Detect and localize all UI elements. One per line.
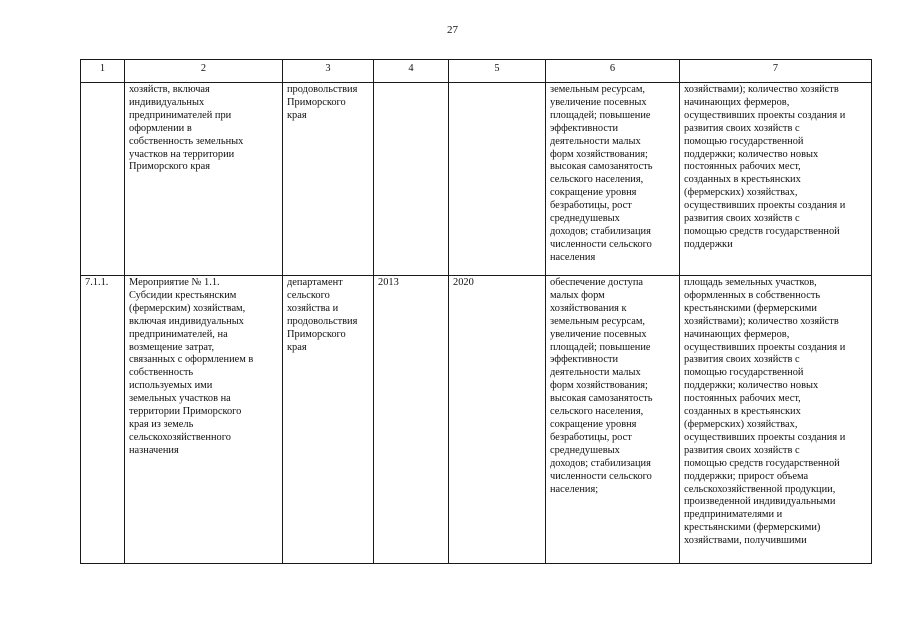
column-header: 5: [449, 60, 546, 83]
cell-indicators: хозяйствами); количество хозяйств начинающих фермеров, осуществивших проекты создания и развития своих хозяйств с помощью государственной поддержки; количество новых постоянных рабочих мест, созданных в крестьянских (фермерских) хозяйствах, осуществивших проекты создания и развития своих хозяйств с помощью средств государственной поддержки: [680, 83, 872, 276]
cell-end-year: [449, 83, 546, 276]
header-row: [81, 60, 872, 83]
cell-indicators: площадь земельных участков, оформленных в собственность крестьянскими (фермерскими хозяйствами); количество хозяйств начинающих фермеров, осуществивших проекты создания и развития своих хозяйств с помощью государственной поддержки; количество новых постоянных рабочих мест, созданных в крестьянских (фермерских) хозяйствах, осуществивших проекты создания и развития своих хозяйств с помощью средств государственной поддержки; прирост объема сельскохозяйственной продукции, произведенной индивидуальными предпринимателями и крестьянскими (фермерскими) хозяйствами, получившими: [680, 276, 872, 564]
cell-number: 7.1.1.: [81, 276, 125, 564]
column-header: 7: [680, 60, 872, 83]
column-header: 3: [283, 60, 374, 83]
cell-expected-result: земельным ресурсам, увеличение посевных площадей; повышение эффективности деятельности малых форм хозяйствования; высокая самозанятость сельского населения, сокращение уровня безработицы, рост среднедушевых доходов; стабилизация численности сельского населения: [546, 83, 680, 276]
column-header: 1: [81, 60, 125, 83]
cell-activity: Мероприятие № 1.1. Субсидии крестьянским (фермерским) хозяйствам, включая индивидуальных предпринимателей, на возмещение затрат, связанных с оформлением в собственность используемых ими земельных участков на территории Приморского края из земель сельскохозяйственного назначения: [125, 276, 283, 564]
program-table: [80, 59, 872, 564]
column-header: 2: [125, 60, 283, 83]
cell-executor: продовольствия Приморского края: [283, 83, 374, 276]
cell-activity: хозяйств, включая индивидуальных предпринимателей при оформлении в собственность земельных участков на территории Приморского края: [125, 83, 283, 276]
cell-end-year: 2020: [449, 276, 546, 564]
table-row: [81, 83, 872, 276]
column-header: 6: [546, 60, 680, 83]
cell-expected-result: обеспечение доступа малых форм хозяйствования к земельным ресурсам, увеличение посевных площадей; повышение эффективности деятельности малых форм хозяйствования; высокая самозанятость сельского населения, сокращение уровня безработицы, рост среднедушевых доходов; стабилизация численности сельского населения;: [546, 276, 680, 564]
cell-start-year: 2013: [374, 276, 449, 564]
column-header: 4: [374, 60, 449, 83]
cell-executor: департамент сельского хозяйства и продовольствия Приморского края: [283, 276, 374, 564]
cell-start-year: [374, 83, 449, 276]
page-number: 27: [447, 24, 458, 36]
table-row: [81, 276, 872, 564]
cell-number: [81, 83, 125, 276]
